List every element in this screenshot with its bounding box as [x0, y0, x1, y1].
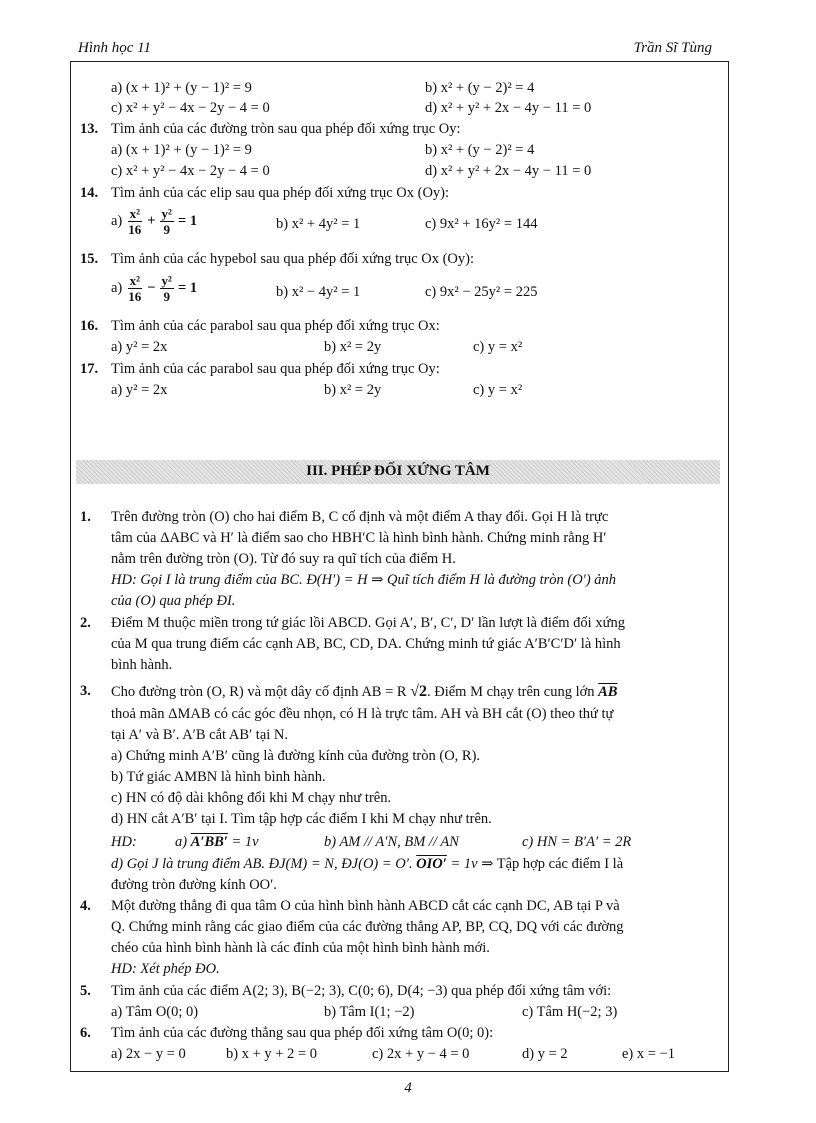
option-a: a) (x + 1)² + (y − 1)² = 9 [111, 80, 252, 96]
hint-text: HD: Xét phép ĐO. [111, 961, 220, 977]
option-c: c) 9x² + 16y² = 144 [425, 216, 538, 232]
hint-a: a) A′BB′ = 1v [175, 834, 259, 850]
problem-text: Trên đường tròn (O) cho hai điểm B, C cố định và một điểm A thay đổi. Gọi H là trực [111, 509, 609, 525]
option-a: a) 2x − y = 0 [111, 1046, 186, 1062]
problem-question: Tìm ảnh của các elip sau qua phép đối xứng trục Ox (Oy): [111, 185, 450, 201]
option-a: a) y² = 2x [111, 339, 168, 355]
sub-question-a: a) Chứng minh A′B′ cũng là đường kính của đường tròn (O, R). [111, 748, 481, 764]
arc-ab: $\overline{AB}$ [598, 684, 618, 700]
problem-question: Tìm ảnh của các parabol sau qua phép đối xứng trục Oy: [111, 361, 440, 377]
option-c: c) y = x² [473, 382, 523, 398]
option-label: a) [111, 213, 123, 229]
problem-text: Một đường thẳng đi qua tâm O của hình bình hành ABCD cắt các cạnh DC, AB tại P và [111, 898, 620, 914]
problem-question: Tìm ảnh của các đường tròn sau qua phép đối xứng trục Oy: [111, 121, 461, 137]
option-b: b) x² = 2y [324, 382, 382, 398]
option-d: d) x² + y² + 2x − 4y − 11 = 0 [425, 100, 592, 116]
problem-number: 17. [80, 361, 99, 377]
problem-text: Q. Chứng minh rằng các giao điểm của các đường thẳng AP, BP, CQ, DQ với các đường [111, 919, 624, 935]
hint-b: b) AM // A′N, BM // AN [324, 834, 459, 850]
problem-text: của M qua trung điểm các cạnh AB, BC, CD, DA. Chứng minh tứ giác A′B′C′D′ là hình [111, 636, 621, 652]
option-d: d) x² + y² + 2x − 4y − 11 = 0 [425, 163, 592, 179]
hint-text: của (O) qua phép ĐI. [111, 593, 236, 609]
option-c: c) x² + y² − 4x − 2y − 4 = 0 [111, 163, 270, 179]
problem-number: 6. [80, 1025, 91, 1041]
option-c: c) 2x + y − 4 = 0 [372, 1046, 470, 1062]
fraction: $\frac{\text{x²}}{16}$ [128, 273, 142, 304]
problem-text: bình hành. [111, 657, 173, 673]
fraction: $\frac{\text{x²}}{16}$ [128, 206, 142, 237]
problem-number: 1. [80, 509, 91, 525]
option-d: d) y = 2 [522, 1046, 568, 1062]
problem-number: 13. [80, 121, 99, 137]
hint-text: đường tròn đường kính OO′. [111, 877, 277, 893]
problem-question: Tìm ảnh của các parabol sau qua phép đối xứng trục Ox: [111, 318, 440, 334]
problem-number: 5. [80, 983, 91, 999]
problem-number: 15. [80, 251, 99, 267]
problem-text: Cho đường tròn (O, R) và một dây cố định AB = R √2. Điểm M chạy trên cung lớn $\overline{AB}$ [111, 683, 618, 700]
option-e: e) x = −1 [622, 1046, 675, 1062]
hint-c: c) HN = B′A′ = 2R [522, 834, 632, 850]
problem-number: 3. [80, 683, 91, 699]
option-a: a) y² = 2x [111, 382, 168, 398]
problem-question: Tìm ảnh của các điểm A(2; 3), B(−2; 3), C(0; 6), D(4; −3) qua phép đối xứng tâm với: [111, 983, 612, 999]
option-b: b) x² + (y − 2)² = 4 [425, 80, 535, 96]
fraction: $\frac{\text{y²}}{9}$ [161, 206, 172, 237]
page-number: 4 [404, 1080, 412, 1096]
problem-number: 16. [80, 318, 99, 334]
option-b: b) x² + 4y² = 1 [276, 216, 361, 232]
section-title: III. PHÉP ĐỐI XỨNG TÂM [306, 463, 490, 479]
option-b: b) Tâm I(1; −2) [324, 1004, 415, 1020]
section-banner [76, 460, 720, 484]
option-b: b) x² − 4y² = 1 [276, 284, 361, 300]
hint-label: HD: [111, 834, 137, 850]
header-right: Trần Sĩ Tùng [633, 40, 712, 56]
problem-text: nằm trên đường tròn (O). Từ đó suy ra quĩ tích của điểm H. [111, 551, 456, 567]
problem-text: tâm của ΔABC và H′ là điểm sao cho HBH′C là hình bình hành. Chứng minh rằng H′ [111, 530, 607, 546]
hint-d: d) Gọi J là trung điểm AB. ĐJ(M) = N, ĐJ(O) = O′. OIO′ = 1v ⇒ Tập hợp các điểm I là [111, 856, 624, 872]
hint-text: HD: Gọi I là trung điểm của BC. Đ(H′) = H ⇒ Quĩ tích điểm H là đường tròn (O′) ảnh [111, 572, 617, 588]
option-c: c) y = x² [473, 339, 523, 355]
problem-text: thoả mãn ΔMAB có các góc đều nhọn, có H là trực tâm. AH và BH cắt (O) theo thứ tự [111, 706, 614, 722]
header-left: Hình học 11 [78, 40, 152, 56]
option-a-formula: a) $\frac{\text{x²}}{16}$ − $\frac{\text{y²}}{9}$ = 1 [111, 273, 198, 304]
option-b: b) x + y + 2 = 0 [226, 1046, 317, 1062]
angle-symbol: A′BB′ [190, 834, 228, 850]
option-b: b) x² = 2y [324, 339, 382, 355]
problem-number: 14. [80, 185, 99, 201]
problem-question: Tìm ảnh của các đường thẳng sau qua phép đối xứng tâm O(0; 0): [111, 1025, 494, 1041]
problem-number: 4. [80, 898, 91, 914]
problem-text: tại A′ và B′. A′B cắt AB′ tại N. [111, 727, 289, 743]
sub-question-b: b) Tứ giác AMBN là hình bình hành. [111, 769, 326, 785]
fraction: $\frac{\text{y²}}{9}$ [161, 273, 172, 304]
option-a-formula: a) $\frac{\text{x²}}{16}$ + $\frac{\text{y²}}{9}$ = 1 [111, 206, 198, 237]
problem-number: 2. [80, 615, 91, 631]
problem-question: Tìm ảnh của các hypebol sau qua phép đối xứng trục Ox (Oy): [111, 251, 475, 267]
option-a: a) Tâm O(0; 0) [111, 1004, 199, 1020]
sub-question-d: d) HN cắt A′B′ tại I. Tìm tập hợp các điểm I khi M chạy như trên. [111, 811, 492, 827]
option-a: a) (x + 1)² + (y − 1)² = 9 [111, 142, 252, 158]
problem-text: chéo của hình bình hành là các đỉnh của một hình bình hành mới. [111, 940, 490, 956]
angle-symbol: OIO′ [416, 856, 447, 872]
sub-question-c: c) HN có độ dài không đổi khi M chạy như trên. [111, 790, 392, 806]
option-c: c) 9x² − 25y² = 225 [425, 284, 538, 300]
option-c: c) Tâm H(−2; 3) [522, 1004, 618, 1020]
option-c: c) x² + y² − 4x − 2y − 4 = 0 [111, 100, 270, 116]
sqrt-two: √2 [410, 683, 427, 700]
option-b: b) x² + (y − 2)² = 4 [425, 142, 535, 158]
option-label: a) [111, 280, 123, 296]
problem-text: Điểm M thuộc miền trong tứ giác lồi ABCD. Gọi A′, B′, C′, D′ lần lượt là điểm đối xứng [111, 615, 625, 631]
